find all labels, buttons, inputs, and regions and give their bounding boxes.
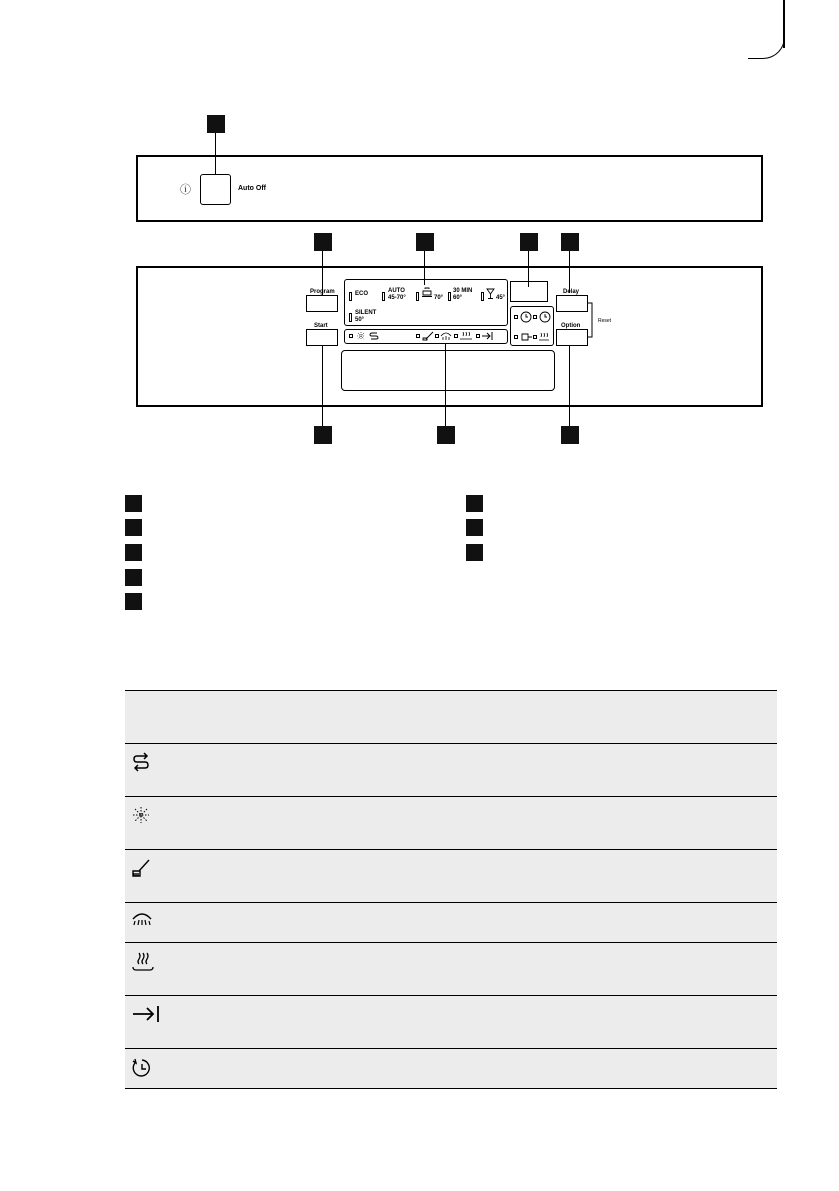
legend-marker bbox=[125, 519, 142, 536]
program-quick-line1: 30 MIN bbox=[453, 288, 473, 294]
callout-marker bbox=[207, 115, 225, 133]
dry-heat-icon bbox=[131, 951, 155, 973]
program-indicator-led bbox=[448, 292, 451, 301]
end-arrow-icon bbox=[131, 1004, 161, 1024]
callout-marker bbox=[561, 426, 579, 444]
table-row bbox=[125, 903, 777, 943]
clock-icon bbox=[538, 310, 552, 324]
table-row bbox=[125, 943, 777, 996]
callout-marker bbox=[314, 426, 332, 444]
program-indicator-led bbox=[349, 313, 352, 322]
strip-indicator-led bbox=[435, 334, 439, 338]
program-auto-line2: 45-70° bbox=[388, 295, 406, 301]
rinse-aid-cycle-icon bbox=[131, 752, 151, 772]
strip-indicator-led bbox=[349, 334, 353, 338]
callout-leader-line bbox=[322, 346, 323, 426]
dry-heat-icon bbox=[459, 331, 473, 341]
program-silent-line2: 50° bbox=[355, 317, 365, 323]
program-indicator-led bbox=[481, 292, 484, 301]
reset-label: Reset bbox=[598, 318, 612, 324]
glass-icon bbox=[486, 288, 495, 300]
legend-marker bbox=[466, 519, 483, 536]
program-button[interactable] bbox=[306, 295, 338, 312]
option-indicator-led bbox=[514, 315, 518, 319]
strip-indicator-led bbox=[476, 334, 480, 338]
spray-arm-icon bbox=[440, 331, 452, 341]
program-intensive-temp: 70° bbox=[434, 295, 444, 301]
pot-icon bbox=[421, 286, 433, 298]
option-indicator-led bbox=[533, 335, 537, 339]
delay-clock-icon bbox=[519, 310, 533, 324]
spray-arm-icon bbox=[131, 911, 153, 931]
table-header-cell bbox=[125, 691, 777, 744]
table-row bbox=[125, 744, 777, 797]
salt-sparkle-icon bbox=[131, 805, 151, 825]
rinse-aid-cycle-icon bbox=[369, 331, 379, 341]
legend-marker bbox=[125, 569, 142, 586]
callout-marker bbox=[314, 233, 332, 251]
end-arrow-icon bbox=[481, 331, 493, 341]
table-row bbox=[125, 797, 777, 850]
display-window bbox=[510, 281, 548, 302]
option-indicator-led bbox=[514, 335, 518, 339]
program-eco: ECO bbox=[355, 291, 369, 297]
page-corner-curve bbox=[748, 36, 785, 59]
legend-marker bbox=[125, 544, 142, 561]
strip-indicator-led bbox=[454, 334, 458, 338]
program-indicator-led bbox=[349, 292, 352, 301]
legend-marker bbox=[125, 495, 142, 512]
strip-indicator-led bbox=[416, 334, 420, 338]
delay-button[interactable] bbox=[556, 295, 588, 312]
callout-leader-line bbox=[569, 346, 570, 426]
legend-marker bbox=[125, 593, 142, 610]
callout-leader-line bbox=[445, 344, 446, 426]
program-auto-line1: AUTO bbox=[388, 288, 405, 294]
indicator-symbols-table bbox=[125, 690, 777, 1089]
dry-heat-icon bbox=[538, 331, 550, 343]
legend-marker bbox=[466, 495, 483, 512]
option-button[interactable] bbox=[556, 329, 588, 346]
delay-label: Delay bbox=[563, 289, 580, 295]
callout-marker bbox=[520, 233, 538, 251]
program-quick-line2: 60° bbox=[453, 295, 463, 301]
auto-off-label: Auto Off bbox=[238, 185, 266, 192]
table-row bbox=[125, 996, 777, 1049]
table-header-row bbox=[125, 691, 777, 744]
program-indicator-led bbox=[382, 292, 385, 301]
delay-clock-icon bbox=[131, 1057, 153, 1079]
salt-sparkle-icon bbox=[356, 331, 366, 341]
extra-option-icon bbox=[519, 331, 533, 343]
legend-marker bbox=[466, 544, 483, 561]
lower-display-area bbox=[341, 350, 555, 391]
program-label: Program bbox=[310, 289, 335, 295]
table-row bbox=[125, 1049, 777, 1089]
program-indicator-led bbox=[416, 292, 419, 301]
start-button[interactable] bbox=[306, 329, 338, 346]
option-label: Option bbox=[561, 323, 581, 329]
callout-marker bbox=[437, 426, 455, 444]
start-label: Start bbox=[314, 323, 328, 329]
option-indicator-led bbox=[533, 315, 537, 319]
callout-marker bbox=[416, 233, 434, 251]
program-glass-temp: 45° bbox=[496, 295, 506, 301]
brush-icon bbox=[422, 331, 434, 341]
callout-marker bbox=[561, 233, 579, 251]
on-off-button[interactable] bbox=[200, 174, 231, 205]
info-icon: ⓘ bbox=[180, 184, 191, 196]
brush-icon bbox=[131, 858, 151, 878]
table-row bbox=[125, 850, 777, 903]
program-silent-line1: SILENT bbox=[355, 310, 377, 316]
